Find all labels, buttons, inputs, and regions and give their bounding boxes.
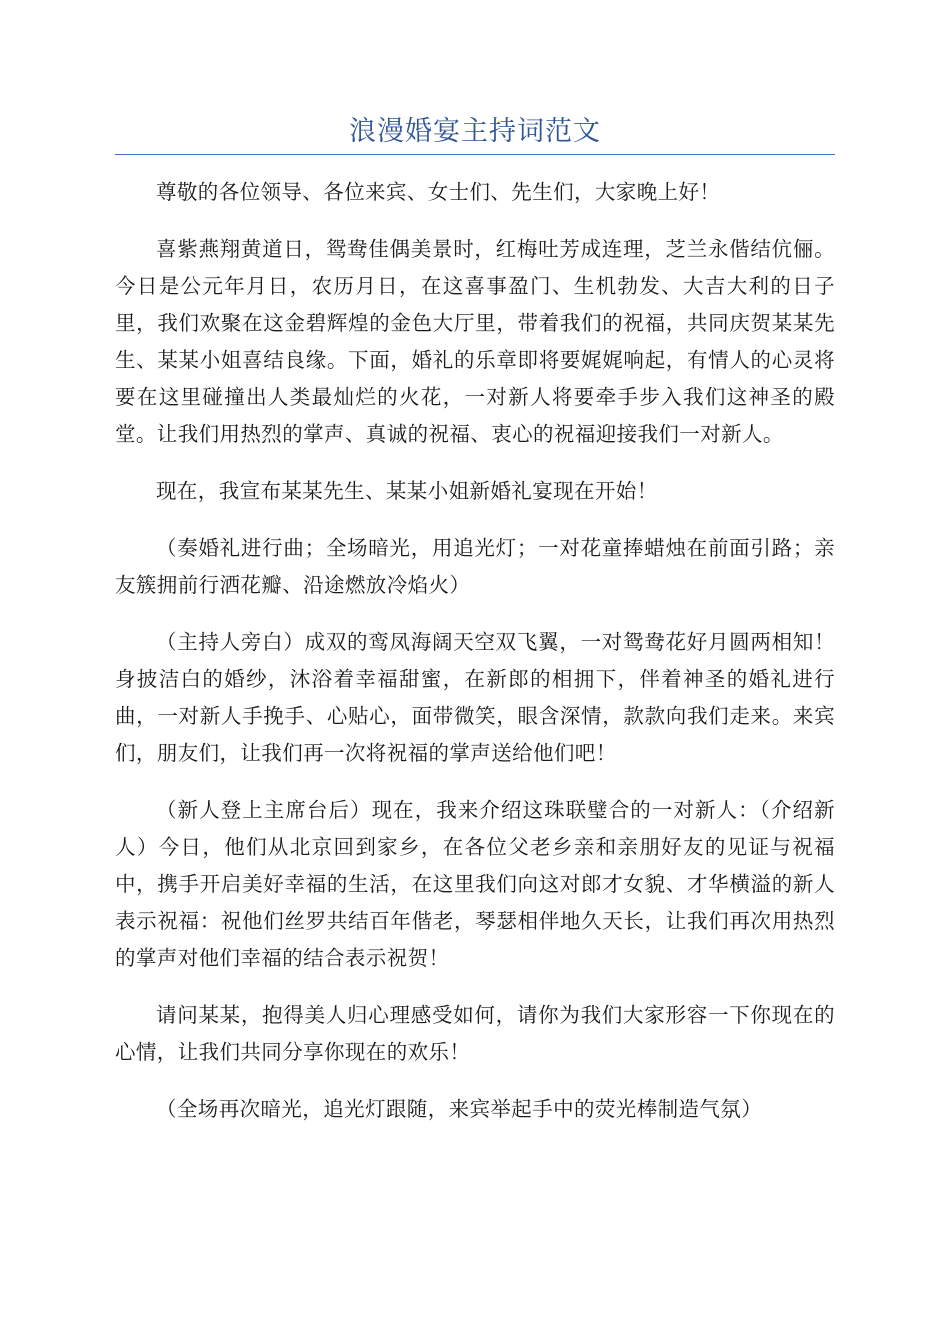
document-title: 浪漫婚宴主持词范文 [349,116,601,147]
paragraph-introduction: （新人登上主席台后）现在，我来介绍这珠联璧合的一对新人：（介绍新人）今日，他们从北京回到家乡，在各位父老乡亲和亲朋好友的见证与祝福中，携手开启美好幸福的生活，在这里我们向这对郎才女貌、才华横溢的新人表示祝福：祝他们丝罗共结百年偕老，琴瑟相伴地久天长，让我们再次用热烈的掌声对他们幸福的结合表示祝贺！ [115,798,835,970]
title-underline [115,154,835,155]
paragraph-opening: 喜紫燕翔黄道日，鸳鸯佳偶美景时，红梅吐芳成连理，芝兰永偕结伉俪。今日是公元年月日，农历月日，在这喜事盈门、生机勃发、大吉大利的日子里，我们欢聚在这金碧辉煌的金色大厅里，带着我们的祝福，共同庆贺某某先生、某某小姐喜结良缘。下面，婚礼的乐章即将要娓娓响起，有情人的心灵将要在这里碰撞出人类最灿烂的火花，一对新人将要牵手步入我们这神圣的殿堂。让我们用热烈的掌声、真诚的祝福、衷心的祝福迎接我们一对新人。 [115,237,835,446]
paragraph-question: 请问某某，抱得美人归心理感受如何，请你为我们大家形容一下你现在的心情，让我们共同分享你现在的欢乐！ [115,1003,835,1064]
document-body [115,174,835,1148]
paragraph-closing-direction: （全场再次暗光，追光灯跟随，来宾举起手中的荧光棒制造气氛） [156,1097,763,1121]
paragraph-greeting: 尊敬的各位领导、各位来宾、女士们、先生们，大家晚上好！ [156,180,721,204]
paragraph-stage-direction: （奏婚礼进行曲；全场暗光，用追光灯；一对花童捧蜡烛在前面引路；亲友簇拥前行洒花瓣、沿途燃放冷焰火） [115,536,835,597]
paragraph-announcement: 现在，我宣布某某先生、某某小姐新婚礼宴现在开始！ [156,479,658,503]
paragraph-narration: （主持人旁白）成双的鸾凤海阔天空双飞翼，一对鸳鸯花好月圆两相知！身披洁白的婚纱，沐浴着幸福甜蜜，在新郎的相拥下，伴着神圣的婚礼进行曲，一对新人手挽手、心贴心，面带微笑，眼含深情，款款向我们走来。来宾们，朋友们，让我们再一次将祝福的掌声送给他们吧！ [115,630,835,765]
